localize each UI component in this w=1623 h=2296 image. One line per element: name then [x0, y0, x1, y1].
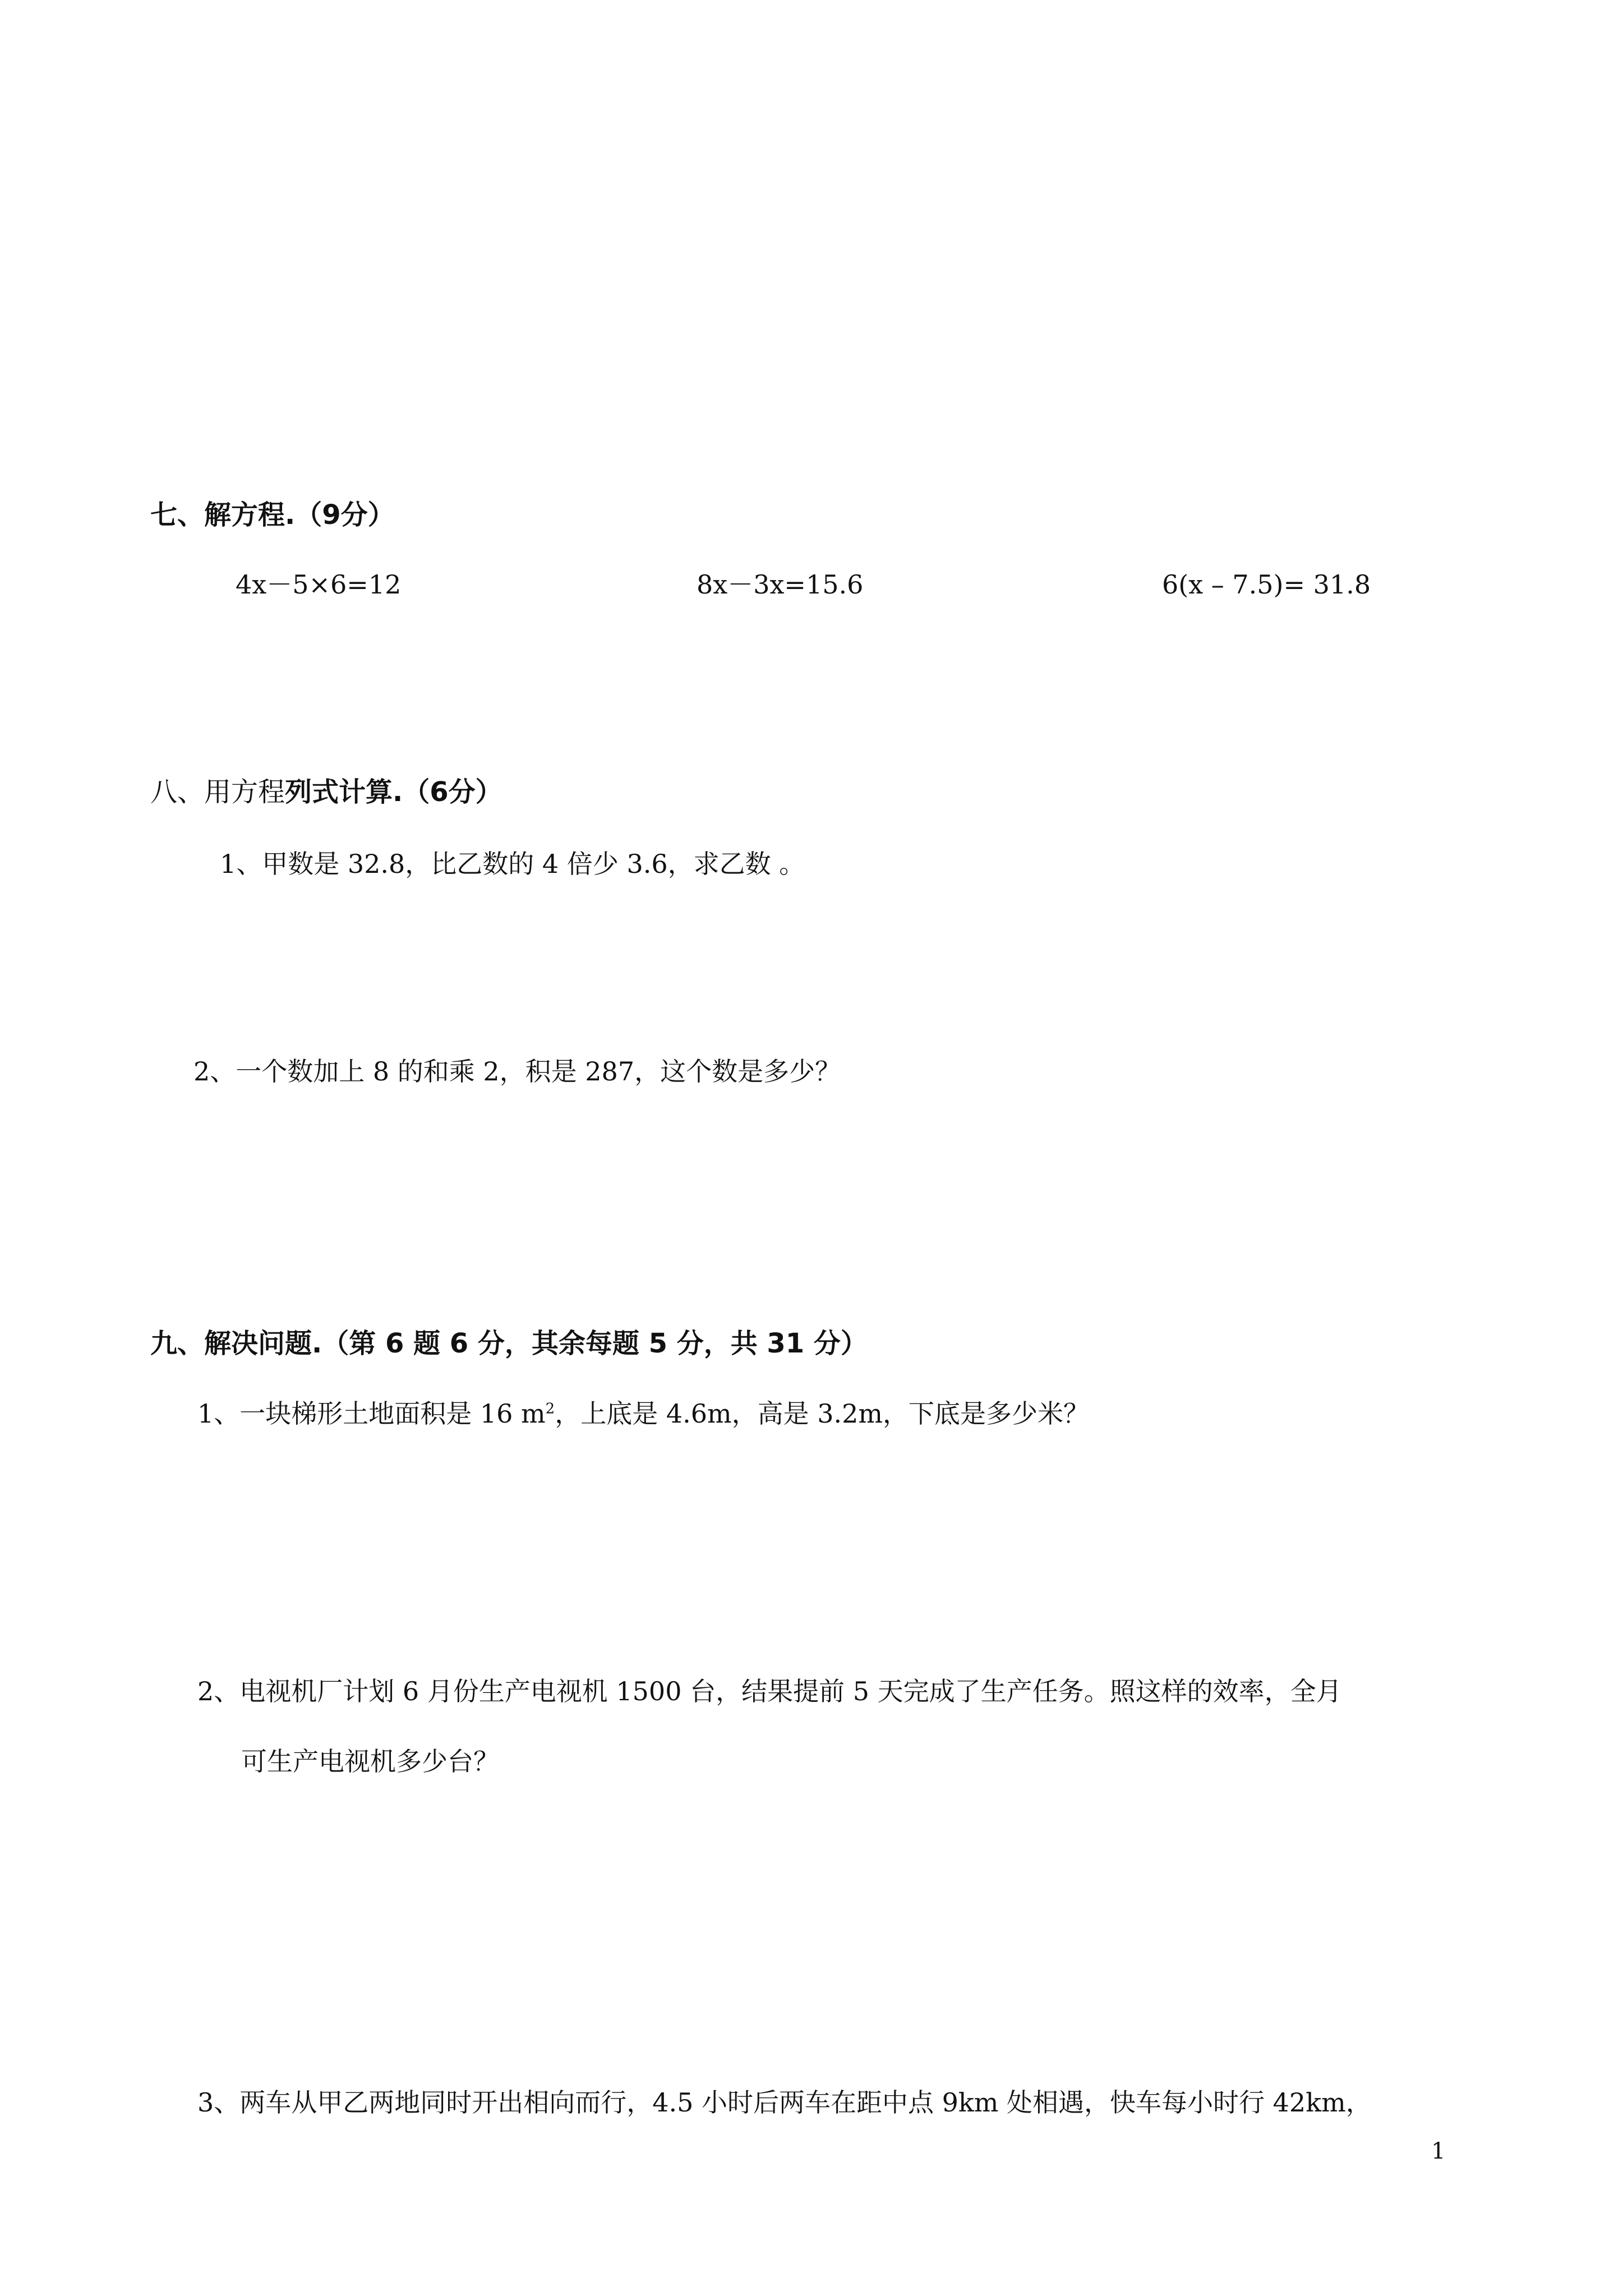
section-9-question-1 [197, 1397, 1089, 1430]
section-7-title: 七、解方程.（9分） [150, 499, 395, 531]
equation-2: 8x－3x=15.6 [697, 569, 864, 600]
section-9-question-1-part-b: ，上底是 4.6m，高是 3.2m，下底是多少米？ [555, 1398, 1090, 1429]
section-9-title: 九、解决问题.（第 6 题 6 分，其余每题 5 分，共 31 分） [150, 1328, 868, 1359]
equation-3: 6(x – 7.5)= 31.8 [1162, 569, 1371, 600]
section-8-question-2: 2、一个数加上 8 的和乘 2，积是 287，这个数是多少？ [193, 1056, 841, 1087]
section-8-question-1: 1、甲数是 32.8，比乙数的 4 倍少 3.6，求乙数 。 [220, 849, 805, 879]
section-8-title [150, 775, 502, 809]
section-8-title-part-a: 八、用方程 [150, 776, 285, 808]
section-9-question-1-part-a: 1、一块梯形土地面积是 16 m [197, 1398, 546, 1429]
section-9-question-2-line-1: 2、电视机厂计划 6 月份生产电视机 1500 台，结果提前 5 天完成了生产任务。照这样的效率，全月 [197, 1676, 1342, 1706]
section-9-question-2-line-2: 可生产电视机多少台？ [241, 1746, 499, 1777]
equation-1: 4x－5×6=12 [236, 569, 402, 600]
section-8-title-part-b: 列式计算.（6分） [285, 776, 502, 808]
section-9-question-3: 3、两车从甲乙两地同时开出相向而行，4.5 小时后两车在距中点 9km 处相遇，快车每小时行 42km， [197, 2087, 1372, 2118]
superscript-2: 2 [545, 1400, 555, 1418]
page-number: 1 [1431, 2138, 1446, 2164]
